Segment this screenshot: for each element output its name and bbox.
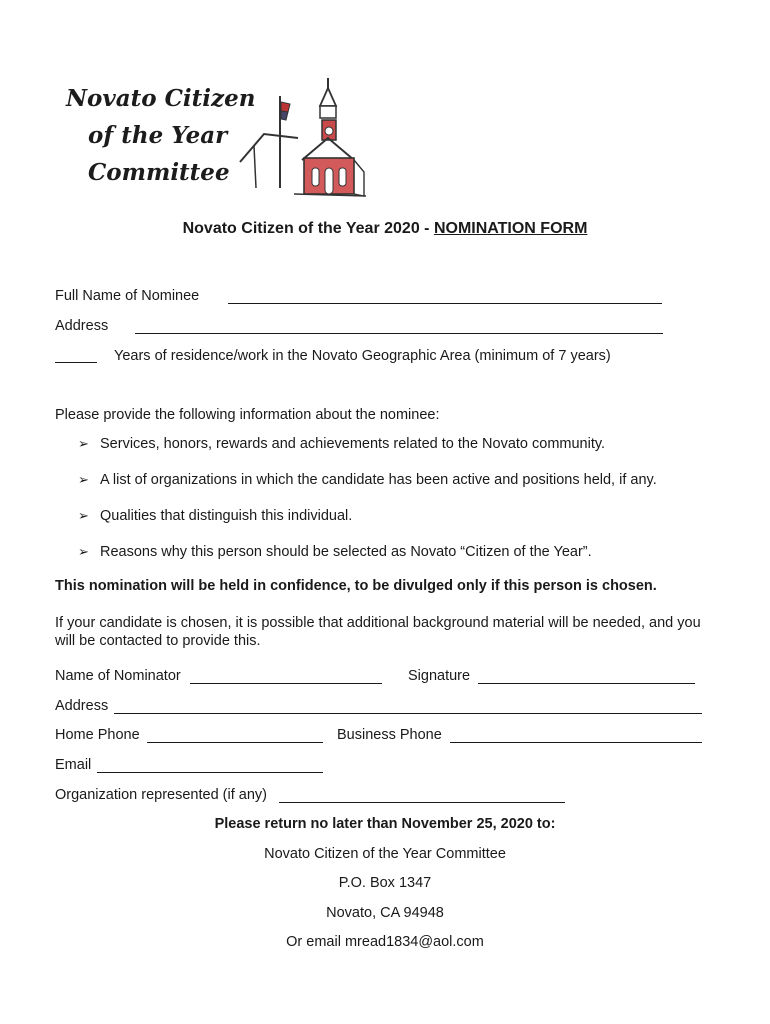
logo-text (66, 80, 256, 191)
list-item-text: Qualities that distinguish this individual. (100, 508, 353, 524)
return-heading: Please return no later than November 25, 2020 to: (214, 816, 556, 832)
business-phone-field[interactable] (450, 728, 702, 743)
years-field[interactable] (55, 348, 97, 363)
list-item (78, 508, 352, 524)
years-label: Years of residence/work in the Novato Geographic Area (minimum of 7 years) (114, 348, 611, 364)
email-field[interactable] (97, 758, 323, 773)
list-item-text: Services, honors, rewards and achievements related to the Novato community. (100, 436, 606, 452)
signature-label: Signature (408, 668, 471, 684)
nominator-name-label: Name of Nominator (55, 668, 181, 684)
form-title (0, 220, 770, 238)
arrow-bullet-icon: ➢ (78, 473, 89, 488)
list-item-text: A list of organizations in which the candidate has been active and positions held, if any. (100, 472, 657, 488)
arrow-bullet-icon: ➢ (78, 545, 89, 560)
logo-line-1: Novato Citizen (66, 85, 256, 112)
signature-field[interactable] (478, 669, 695, 684)
return-city: Novato, CA 94948 (326, 905, 444, 921)
business-phone-label: Business Phone (337, 727, 442, 743)
home-phone-field[interactable] (147, 728, 323, 743)
confidentiality-note: This nomination will be held in confidence, to be divulged only if this person is chosen. (55, 578, 657, 594)
full-name-field[interactable] (228, 289, 662, 304)
nominee-address-label: Address (55, 318, 109, 334)
church-icon (236, 76, 368, 200)
nominator-address-label: Address (55, 698, 109, 714)
background-note: If your candidate is chosen, it is possible that additional background material will be needed, and you will be contacted to provide this. (55, 615, 701, 649)
list-item (78, 544, 592, 560)
arrow-bullet-icon: ➢ (78, 509, 89, 524)
list-item (78, 472, 657, 488)
logo-line-2: of the Year (88, 122, 228, 149)
info-intro: Please provide the following information about the nominee: (55, 407, 440, 423)
form-title-prefix: Novato Citizen of the Year 2020 - (182, 220, 434, 237)
logo-line-3: Committee (88, 159, 230, 186)
nominator-name-field[interactable] (190, 669, 382, 684)
email-label: Email (55, 757, 92, 773)
return-po-box: P.O. Box 1347 (338, 875, 432, 891)
return-email-line: Or email mread1834@aol.com (286, 934, 484, 950)
return-org: Novato Citizen of the Year Committee (264, 846, 506, 862)
list-item (78, 436, 605, 452)
home-phone-label: Home Phone (55, 727, 140, 743)
list-item-text: Reasons why this person should be selected as Novato “Citizen of the Year”. (100, 544, 592, 560)
organization-label: Organization represented (if any) (55, 787, 267, 803)
organization-field[interactable] (279, 788, 565, 803)
nominee-address-field[interactable] (135, 319, 663, 334)
arrow-bullet-icon: ➢ (78, 437, 89, 452)
nominator-address-field[interactable] (114, 699, 702, 714)
form-title-underlined: NOMINATION FORM (433, 220, 588, 237)
full-name-label: Full Name of Nominee (55, 288, 200, 304)
